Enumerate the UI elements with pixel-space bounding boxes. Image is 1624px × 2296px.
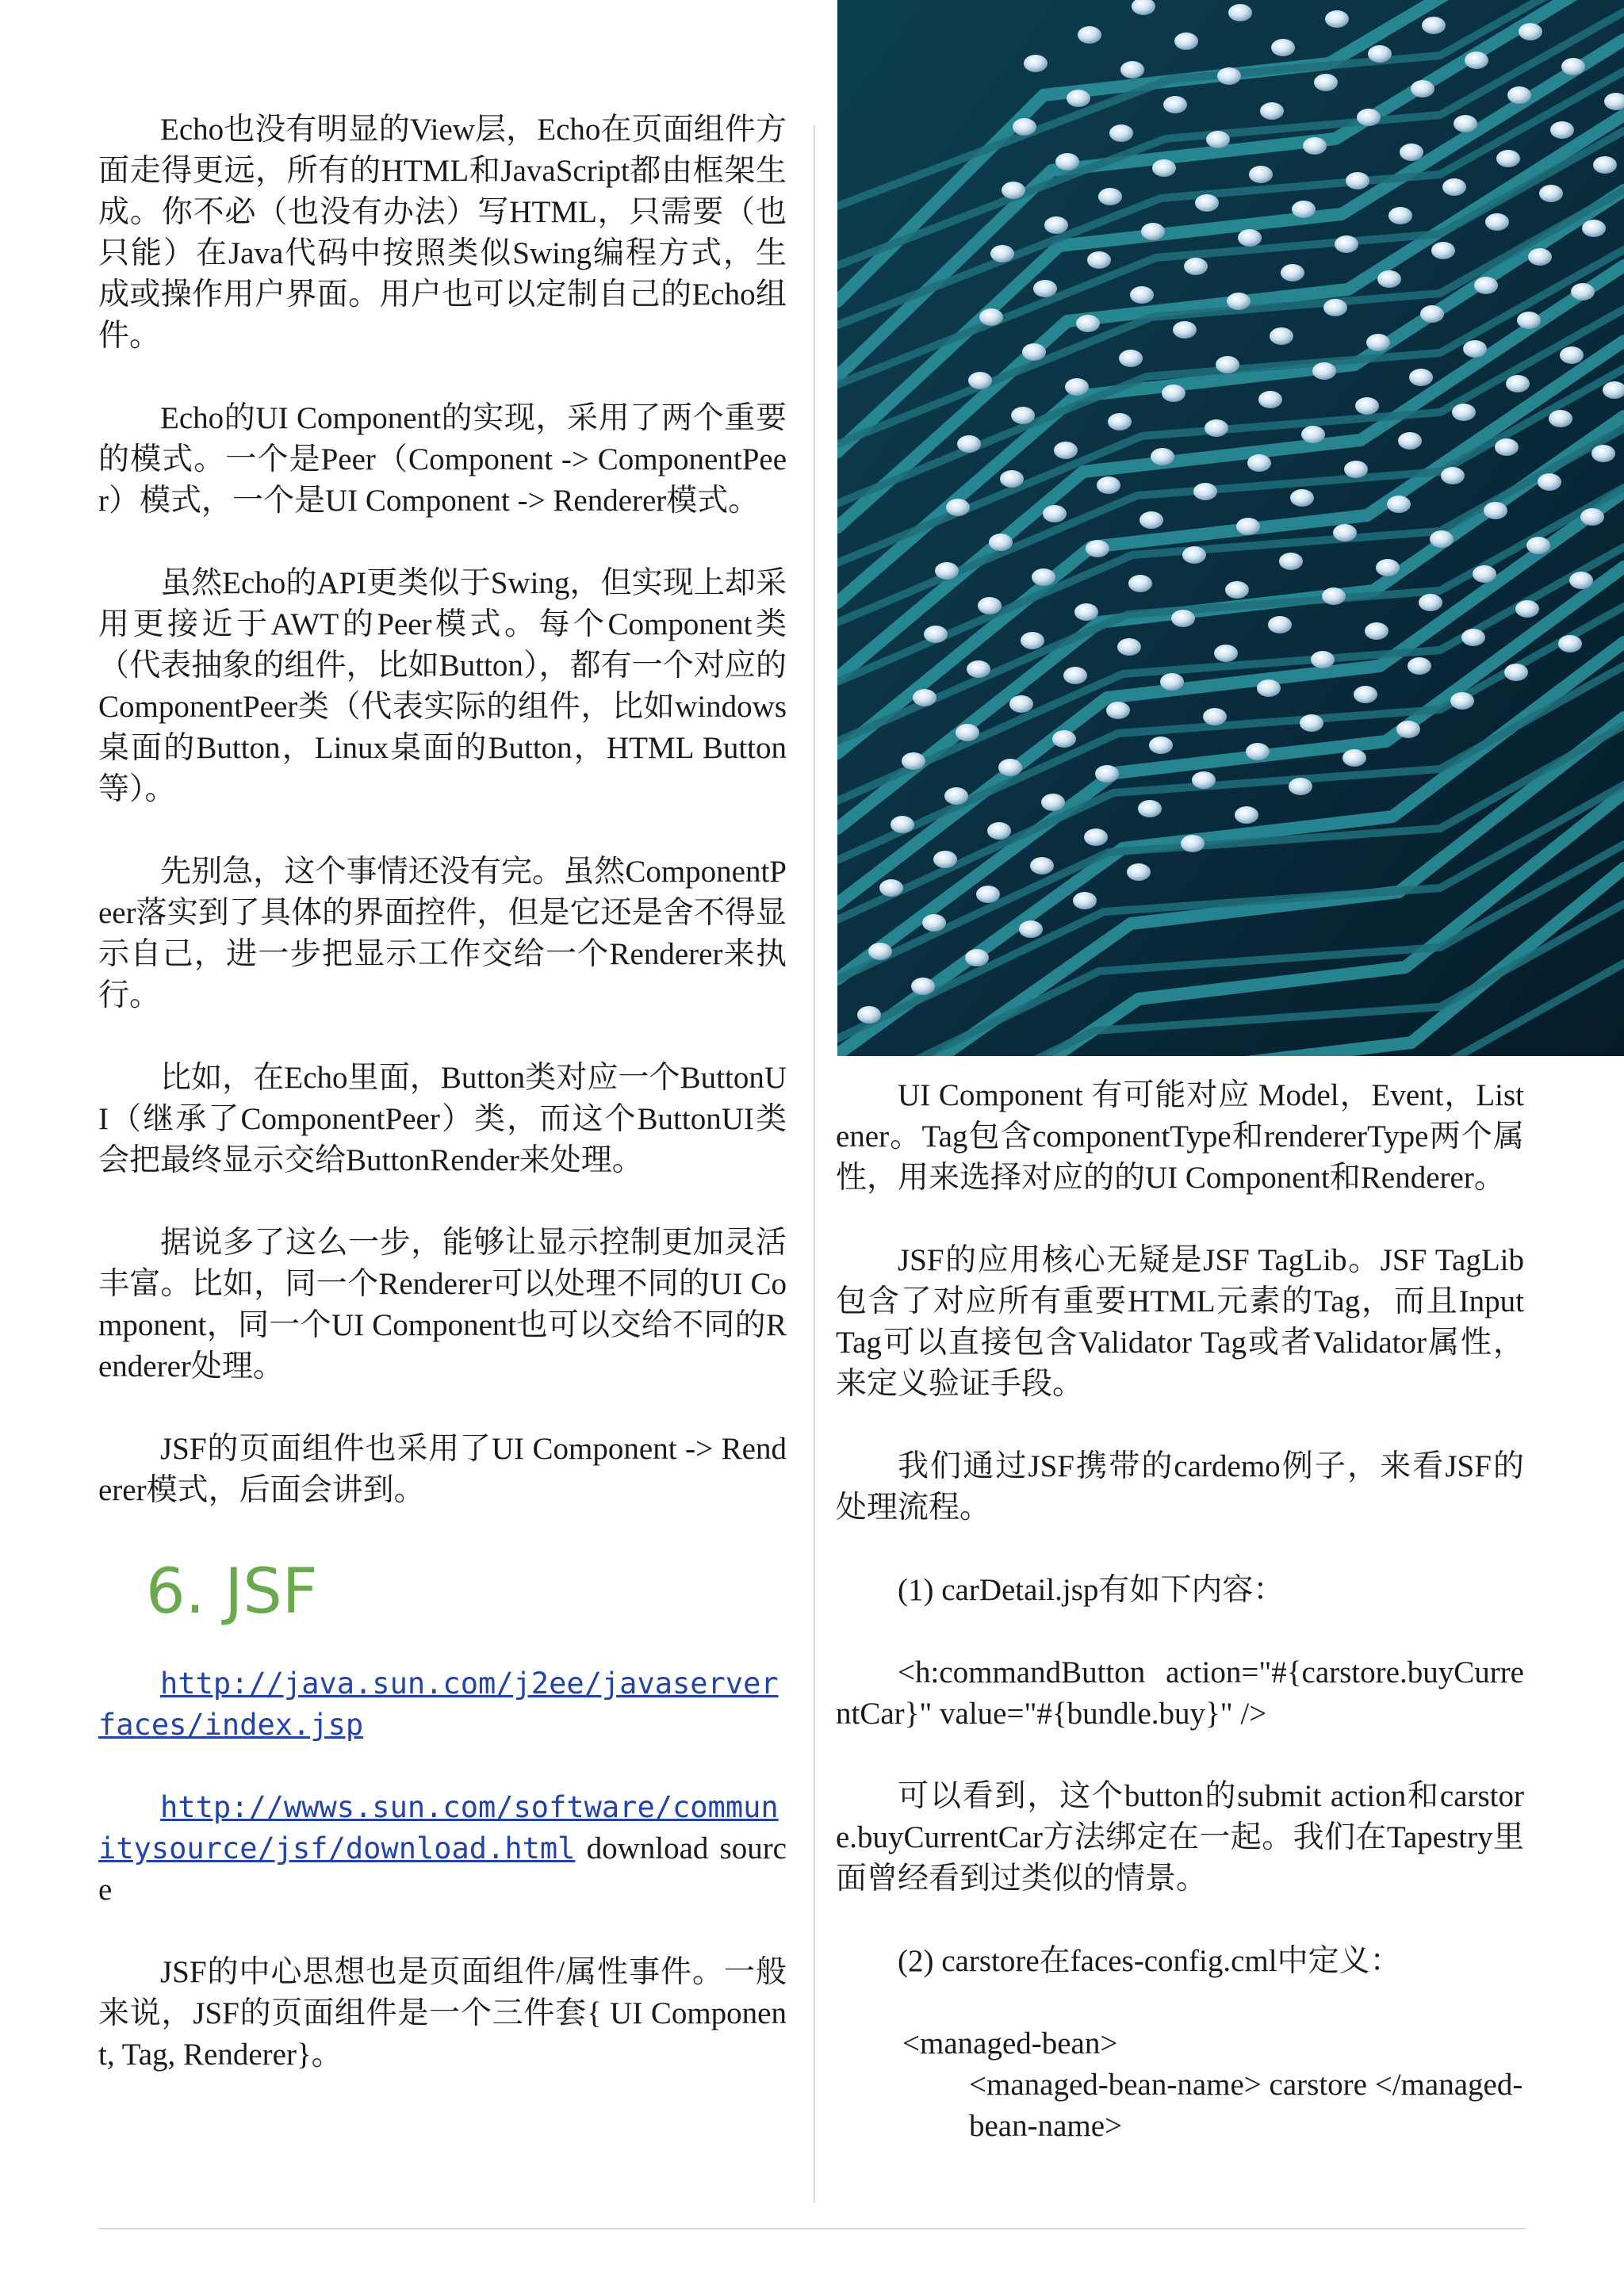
circuit-pad: [1247, 454, 1271, 472]
circuit-pad: [1344, 461, 1368, 478]
footer-rule: [98, 2228, 1526, 2229]
circuit-pad: [1011, 407, 1035, 424]
circuit-pad: [1561, 58, 1585, 75]
circuit-pad: [1290, 489, 1314, 507]
circuit-pad: [976, 886, 1000, 903]
circuit-pad: [1558, 635, 1582, 652]
circuit-pad: [1173, 321, 1197, 339]
download-source-text: download source: [98, 1831, 787, 1907]
circuit-pad: [1030, 857, 1054, 874]
circuit-pad: [1506, 375, 1530, 392]
circuit-pad: [1022, 343, 1046, 361]
circuit-pad: [1388, 207, 1412, 224]
circuit-pad: [1474, 277, 1498, 294]
circuit-pad: [1333, 524, 1357, 541]
circuit-pad: [1236, 518, 1260, 535]
circuit-pad: [1377, 270, 1401, 288]
circuit-pad: [1238, 229, 1262, 247]
circuit-pad: [1400, 144, 1423, 161]
circuit-pad: [1281, 264, 1304, 281]
circuit-pad: [1420, 305, 1444, 323]
circuit-pad: [1376, 559, 1400, 576]
right-column: [836, 1075, 1524, 2147]
paragraph-faces-config: (2) carstore在faces-config.cml中定义：: [898, 1944, 1401, 1978]
paragraph-cardemo: 我们通过JSF携带的cardemo例子，来看JSF的处理流程。: [836, 1449, 1524, 1525]
circuit-pad: [1517, 312, 1541, 329]
circuit-pad: [1550, 121, 1574, 139]
paragraph-echo-patterns: Echo的UI Component的实现，采用了两个重要的模式。一个是Peer（Component -> ComponentPeer）模式，一个是UI Component -> Renderer模式。: [98, 401, 787, 518]
paragraph-ui-component-model: UI Component 有可能对应 Model，Event，Listener。Tag包含componentType和rendererType两个属性，用来选择对应的的UI Component和Renderer。: [836, 1078, 1524, 1195]
paragraph-echo-view: Echo也没有明显的View层，Echo在页面组件方面走得更远，所有的HTML和JavaScript都由框架生成。你不必（也没有办法）写HTML，只需要（也只能）在Java代码中按照类似Swing编程方式，生成或操作用户界面。用户也可以定制自己的Echo组件。: [98, 113, 787, 353]
xml-managed-bean-name-text: <managed-bean-name> carstore </managed-bean-name>: [969, 2068, 1523, 2143]
circuit-pad: [1163, 96, 1187, 113]
circuit-pad: [1162, 385, 1185, 402]
circuit-pad: [1450, 692, 1474, 710]
circuit-pad: [1086, 540, 1109, 557]
circuit-pad: [1430, 530, 1454, 548]
circuit-pad: [1495, 438, 1519, 456]
circuit-pad: [1398, 432, 1422, 450]
circuit-pad: [1227, 293, 1251, 310]
paragraph-button-binding: 可以看到，这个button的submit action和carstore.buyCurrentCar方法绑定在一起。我们在Tapestry里面曾经看到过类似的情景。: [836, 1779, 1524, 1896]
circuit-pad: [1539, 185, 1563, 202]
circuit-pad: [1195, 194, 1219, 212]
circuit-pad: [1408, 657, 1431, 675]
circuit-pad: [1109, 124, 1133, 142]
circuit-pad: [1515, 600, 1539, 618]
circuit-pad: [1073, 892, 1097, 909]
circuit-pad: [1311, 651, 1335, 668]
circuit-pad: [1528, 248, 1552, 266]
circuit-pad: [967, 660, 990, 678]
circuit-pad: [1217, 67, 1241, 85]
circuit-pad: [1365, 622, 1388, 640]
circuit-pad: [1033, 280, 1057, 297]
circuit-pad: [1152, 159, 1176, 177]
circuit-pad: [1171, 610, 1195, 627]
circuit-pad: [1076, 315, 1100, 332]
circuit-pad: [1002, 182, 1025, 199]
circuit-pad: [1560, 346, 1584, 364]
circuit-pad: [965, 949, 989, 966]
circuit-pad: [968, 372, 992, 389]
circuit-pad: [1055, 153, 1079, 170]
circuit-pad: [1323, 299, 1347, 316]
circuit-pad: [1314, 74, 1338, 91]
circuit-pad: [1580, 508, 1604, 526]
circuit-pad: [1182, 546, 1206, 564]
circuit-pad: [857, 1006, 881, 1024]
circuit-pad: [1300, 714, 1323, 732]
circuit-pad: [1032, 568, 1055, 586]
circuit-pad: [1289, 778, 1312, 795]
circuit-pad: [956, 724, 979, 741]
circuit-pad: [1396, 721, 1420, 738]
circuit-pad: [1366, 334, 1390, 351]
circuit-pad: [1097, 476, 1120, 494]
circuit-pad: [1322, 587, 1346, 605]
xml-managed-bean: [836, 2023, 1524, 2147]
circuit-pad: [1205, 419, 1228, 437]
circuit-pad: [1484, 502, 1507, 519]
circuit-pad: [1206, 131, 1230, 148]
circuit-pad: [1225, 581, 1249, 599]
paragraph-buttonui-example: 比如，在Echo里面，Button类对应一个ButtonUI（继承了ComponentPeer）类，而这个ButtonUI类会把最终显示交给ButtonRender来处理。: [98, 1061, 787, 1177]
xml-managed-bean-open: <managed-bean>: [902, 2026, 1118, 2061]
paragraph-flexibility: 据说多了这么一步，能够让显示控制更加灵活丰富。比如，同一个Renderer可以处理不同的UI Component，同一个UI Component也可以交给不同的Renderer处理。: [98, 1226, 787, 1383]
circuit-pad: [1454, 115, 1477, 132]
circuit-pad: [1119, 350, 1143, 367]
circuit-pad: [1355, 397, 1379, 415]
circuit-pad: [1065, 378, 1089, 396]
circuit-pad: [1013, 118, 1036, 136]
circuit-pad: [935, 562, 959, 580]
circuit-pad: [1387, 496, 1411, 513]
circuit-pad: [1149, 737, 1173, 754]
circuit-pad: [1024, 55, 1048, 72]
circuit-pad: [1000, 470, 1024, 488]
circuit-pad: [1473, 565, 1496, 583]
paragraph-cardetail-jsp: (1) carDetail.jsp有如下内容：: [898, 1573, 1285, 1607]
circuit-pad: [1268, 616, 1292, 633]
left-column: [98, 109, 787, 2117]
circuit-pad: [1303, 137, 1327, 155]
paragraph-link-javaserverfaces: [98, 1663, 787, 1746]
circuit-pad: [1312, 362, 1336, 380]
circuit-pad: [1301, 426, 1325, 443]
circuit-pad: [1120, 61, 1144, 78]
circuit-pad: [1141, 223, 1165, 240]
circuit-pad: [1127, 863, 1151, 881]
xml-managed-bean-name: [836, 2064, 1524, 2147]
paragraph-jsf-taglib: JSF的应用核心无疑是JSF TagLib。JSF TagLib包含了对应所有重要HTML元素的Tag，而且Input Tag可以直接包含Validator Tag或者Validator属性，来定义验证手段。: [836, 1243, 1524, 1401]
circuit-pad: [1098, 188, 1122, 205]
paragraph-jsf-renderer: JSF的页面组件也采用了UI Component -> Renderer模式，后面会讲到。: [98, 1432, 787, 1507]
circuit-pad: [1181, 835, 1205, 852]
circuit-pad: [1108, 413, 1132, 430]
circuit-pad: [1260, 102, 1284, 120]
circuit-pad: [990, 245, 1014, 262]
circuit-pad: [1582, 220, 1606, 237]
circuit-pad: [1346, 172, 1369, 189]
circuit-pad: [1019, 920, 1043, 938]
circuit-pad: [1409, 369, 1433, 386]
circuit-pad: [1519, 23, 1542, 40]
circuit-pad: [1044, 216, 1068, 234]
circuit-pad: [1160, 673, 1184, 691]
circuit-pad: [1538, 473, 1561, 491]
circuit-pad: [1139, 511, 1163, 529]
circuit-pad: [891, 816, 914, 833]
circuit-pad: [1192, 771, 1216, 789]
circuit-pad: [1084, 828, 1108, 846]
circuit-pad: [1203, 708, 1227, 725]
circuit-pad: [1214, 645, 1238, 662]
circuit-pad: [1368, 45, 1392, 63]
circuit-pad: [1074, 603, 1098, 621]
circuit-pad: [1106, 702, 1130, 719]
circuit-pad: [1052, 730, 1076, 748]
circuit-pad: [1130, 286, 1154, 304]
circuit-pad: [1357, 109, 1381, 126]
circuit-pad: [1419, 594, 1442, 611]
circuit-pad: [1591, 445, 1615, 462]
circuit-pad: [1249, 166, 1273, 183]
circuit-pad: [1138, 800, 1162, 817]
paragraph-link-download: [98, 1787, 787, 1911]
circuit-pad: [922, 914, 946, 932]
circuit-pad: [1257, 679, 1281, 697]
circuit-pad: [924, 626, 948, 643]
circuit-pad: [1279, 553, 1303, 570]
section-heading-jsf: 6. JSF: [146, 1556, 318, 1628]
circuit-pad: [1174, 33, 1198, 50]
circuit-pad: [911, 978, 935, 995]
circuit-pad: [1270, 327, 1293, 345]
circuit-pad: [946, 499, 970, 516]
circuit-board-image: [837, 0, 1624, 1056]
circuit-pad: [978, 597, 1002, 614]
circuit-pad: [1411, 80, 1434, 98]
link-javaserverfaces[interactable]: http://java.sun.com/j2ee/javaserverfaces/index.jsp: [98, 1667, 779, 1742]
circuit-pad: [1095, 765, 1119, 783]
circuit-pad: [944, 787, 968, 805]
circuit-pad: [933, 851, 957, 868]
circuit-pad: [1496, 150, 1520, 167]
circuit-pad: [1325, 10, 1349, 28]
circuit-pad: [1292, 201, 1316, 218]
circuit-pad: [1431, 242, 1455, 259]
circuit-pad: [1441, 467, 1465, 484]
circuit-pad: [1041, 794, 1065, 811]
circuit-pad: [1549, 410, 1572, 427]
circuit-pad: [1504, 664, 1528, 681]
circuit-pad: [1465, 52, 1488, 69]
circuit-pad: [902, 752, 925, 770]
circuit-pad: [1507, 86, 1531, 104]
circuit-pad: [1422, 17, 1446, 34]
circuit-pad: [1569, 572, 1593, 589]
circuit-pad: [1078, 26, 1101, 44]
paragraph-jsf-core-idea: JSF的中心思想也是页面组件/属性事件。一般来说，JSF的页面组件是一个三件套{ UI Component, Tag, Renderer}。: [98, 1955, 787, 2072]
circuit-pad: [1593, 156, 1617, 174]
circuit-pad: [1246, 743, 1270, 760]
circuit-pad: [987, 822, 1011, 840]
circuit-pad: [998, 759, 1022, 776]
circuit-pad: [989, 534, 1013, 551]
circuit-pad: [1193, 483, 1217, 500]
circuit-pad: [1087, 251, 1111, 269]
circuit-pad: [1442, 178, 1466, 196]
circuit-pad: [1335, 235, 1358, 253]
circuit-pad: [868, 943, 892, 960]
circuit-pad: [1009, 695, 1033, 713]
circuit-pad: [1228, 4, 1252, 21]
circuit-pad: [1043, 505, 1067, 522]
circuit-pad: [1571, 283, 1595, 300]
circuit-pad: [1128, 575, 1152, 592]
circuit-pad: [1021, 632, 1044, 649]
circuit-pad: [1063, 667, 1087, 684]
circuit-pad: [1054, 442, 1078, 459]
circuit-pad: [1354, 686, 1377, 703]
circuit-pad: [979, 308, 1003, 326]
circuit-pad: [913, 689, 936, 706]
link-jsf-download[interactable]: http://wwws.sun.com/software/communitysource/jsf/download.html: [98, 1790, 779, 1866]
circuit-pad: [1526, 537, 1550, 554]
circuit-pad: [1271, 39, 1295, 56]
circuit-pad: [1463, 340, 1487, 358]
circuit-pad: [879, 879, 903, 897]
circuit-pad: [1067, 90, 1090, 107]
circuit-pad: [1461, 629, 1485, 646]
circuit-pad: [1184, 258, 1208, 275]
circuit-pad: [1258, 391, 1282, 408]
circuit-pad: [1452, 404, 1476, 421]
circuit-pad: [1216, 356, 1239, 373]
paragraph-echo-peer: 虽然Echo的API更类似于Swing，但实现上却采用更接近于AWT的Peer模式。每个Component类（代表抽象的组件，比如Button），都有一个对应的ComponentPeer类（代表实际的组件，比如windows桌面的Button，Linux桌面的Button，HTML Button等）。: [98, 566, 787, 806]
circuit-pad: [1342, 749, 1366, 767]
circuit-pad: [1235, 806, 1258, 824]
circuit-pad: [1485, 213, 1509, 231]
circuit-pad: [1117, 638, 1141, 656]
circuit-pad: [1151, 448, 1174, 465]
code-command-button: <h:commandButton action="#{carstore.buyCurrentCar}" value="#{bundle.buy}" />: [836, 1655, 1524, 1731]
circuit-pad: [957, 435, 981, 453]
column-divider: [814, 125, 815, 2202]
paragraph-renderer-delegation: 先别急，这个事情还没有完。虽然ComponentPeer落实到了具体的界面控件，但是它还是舍不得显示自己，进一步把显示工作交给一个Renderer来执行。: [98, 855, 787, 1012]
